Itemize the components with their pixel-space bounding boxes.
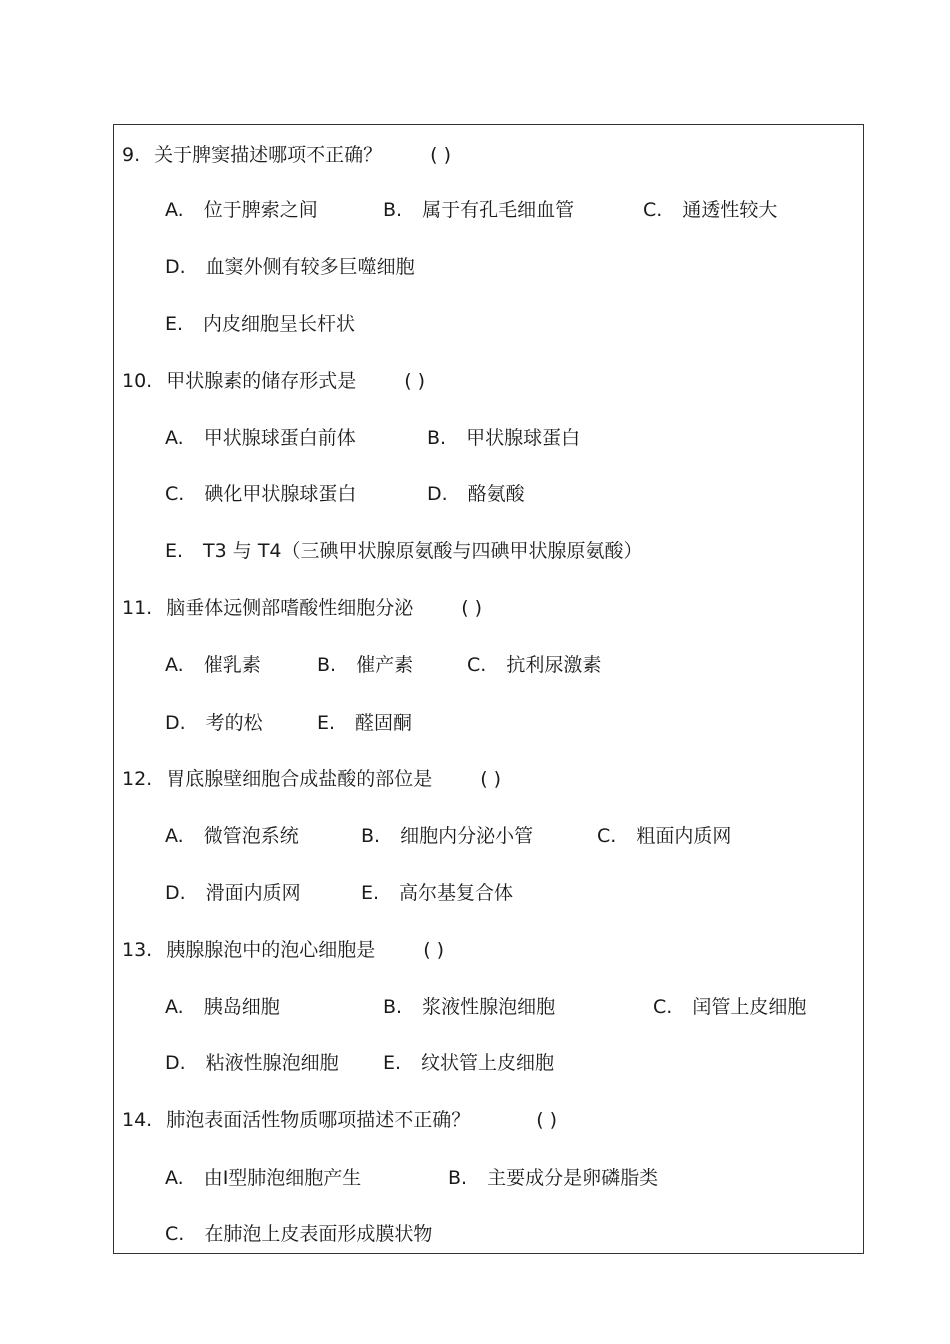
option-e [165, 539, 643, 563]
option-b [383, 198, 574, 222]
option-e [317, 711, 412, 735]
option-letter: B. [448, 1167, 468, 1189]
option-text: 浆液性腺泡细胞 [422, 996, 556, 1018]
option-text: 在肺泡上皮表面形成膜状物 [204, 1223, 433, 1245]
option-letter: A. [165, 654, 184, 676]
option-text: 碘化甲状腺球蛋白 [204, 483, 357, 505]
question-number: 14. [122, 1109, 153, 1131]
option-d [165, 1051, 339, 1075]
question-stem: 关于脾窦描述哪项不正确？ [154, 144, 383, 166]
question-sheet [113, 124, 864, 1254]
option-letter: B. [317, 654, 337, 676]
option-b [448, 1166, 658, 1190]
option-letter: A. [165, 996, 184, 1018]
option-b [361, 824, 533, 848]
option-c [643, 198, 777, 222]
question-stem: 胰腺腺泡中的泡心细胞是 [166, 939, 376, 961]
question-9 [122, 143, 451, 167]
option-a [165, 824, 299, 848]
option-letter: E. [165, 313, 184, 335]
option-text: T3 与 T4（三碘甲状腺原氨酸与四碘甲状腺原氨酸） [203, 540, 643, 562]
option-text: 内皮细胞呈长杆状 [203, 313, 356, 335]
option-letter: D. [165, 882, 186, 904]
question-stem: 甲状腺素的储存形式是 [166, 370, 357, 392]
option-letter: D. [165, 1052, 186, 1074]
option-c [165, 1222, 432, 1246]
answer-blank: ( ) [430, 144, 452, 166]
question-14 [122, 1108, 557, 1132]
option-letter: A. [165, 1167, 184, 1189]
option-text: 位于脾索之间 [203, 199, 318, 221]
option-text: 胰岛细胞 [203, 996, 280, 1018]
option-letter: C. [597, 825, 617, 847]
option-text: 甲状腺球蛋白 [466, 427, 581, 449]
option-text: 酪氨酸 [467, 483, 525, 505]
option-letter: B. [383, 199, 403, 221]
option-letter: C. [643, 199, 663, 221]
question-number: 13. [122, 939, 153, 961]
option-letter: C. [165, 483, 185, 505]
answer-blank: ( ) [404, 370, 426, 392]
question-13 [122, 938, 444, 962]
option-d [165, 881, 301, 905]
option-letter: C. [653, 996, 673, 1018]
option-letter: D. [165, 256, 186, 278]
option-letter: C. [165, 1223, 185, 1245]
option-text: 催产素 [356, 654, 414, 676]
option-text: 粗面内质网 [636, 825, 732, 847]
option-text: 微管泡系统 [203, 825, 299, 847]
question-number: 11. [122, 597, 153, 619]
option-text: 闰管上皮细胞 [692, 996, 807, 1018]
option-text: 考的松 [205, 712, 263, 734]
option-a [165, 426, 356, 450]
option-letter: A. [165, 199, 184, 221]
question-11 [122, 596, 482, 620]
option-text: 甲状腺球蛋白前体 [203, 427, 356, 449]
answer-blank: ( ) [480, 768, 502, 790]
question-12 [122, 767, 501, 791]
option-e [361, 881, 513, 905]
option-letter: D. [427, 483, 448, 505]
option-text: 细胞内分泌小管 [400, 825, 534, 847]
option-text: 由Ⅰ型肺泡细胞产生 [203, 1167, 362, 1189]
option-letter: A. [165, 825, 184, 847]
option-text: 催乳素 [203, 654, 261, 676]
option-text: 通透性较大 [682, 199, 778, 221]
option-d [165, 711, 263, 735]
question-number: 9. [122, 144, 141, 166]
answer-blank: ( ) [536, 1109, 558, 1131]
option-c [165, 482, 356, 506]
option-letter: E. [165, 540, 184, 562]
option-text: 抗利尿激素 [506, 654, 602, 676]
option-letter: E. [361, 882, 380, 904]
option-e [383, 1051, 554, 1075]
question-stem: 脑垂体远侧部嗜酸性细胞分泌 [166, 597, 414, 619]
option-letter: A. [165, 427, 184, 449]
option-a [165, 653, 261, 677]
question-10 [122, 369, 425, 393]
answer-blank: ( ) [423, 939, 445, 961]
question-stem: 胃底腺壁细胞合成盐酸的部位是 [166, 768, 433, 790]
option-text: 属于有孔毛细血管 [422, 199, 575, 221]
option-a [165, 198, 318, 222]
option-b [383, 995, 555, 1019]
option-c [467, 653, 601, 677]
option-text: 血窦外侧有较多巨噬细胞 [205, 256, 415, 278]
option-text: 醛固酮 [355, 712, 413, 734]
option-b [317, 653, 413, 677]
option-text: 粘液性腺泡细胞 [205, 1052, 339, 1074]
option-letter: E. [317, 712, 336, 734]
question-number: 12. [122, 768, 153, 790]
option-text: 主要成分是卵磷脂类 [487, 1167, 659, 1189]
option-d [165, 255, 415, 279]
answer-blank: ( ) [461, 597, 483, 619]
option-text: 纹状管上皮细胞 [421, 1052, 555, 1074]
option-e [165, 312, 355, 336]
option-a [165, 1166, 361, 1190]
option-b [427, 426, 580, 450]
option-letter: E. [383, 1052, 402, 1074]
option-letter: B. [383, 996, 403, 1018]
option-a [165, 995, 280, 1019]
question-stem: 肺泡表面活性物质哪项描述不正确？ [166, 1109, 471, 1131]
option-c [597, 824, 731, 848]
option-text: 高尔基复合体 [399, 882, 514, 904]
option-letter: B. [361, 825, 381, 847]
option-c [653, 995, 806, 1019]
option-text: 滑面内质网 [205, 882, 301, 904]
option-letter: D. [165, 712, 186, 734]
option-d [427, 482, 525, 506]
option-letter: B. [427, 427, 447, 449]
question-number: 10. [122, 370, 153, 392]
option-letter: C. [467, 654, 487, 676]
